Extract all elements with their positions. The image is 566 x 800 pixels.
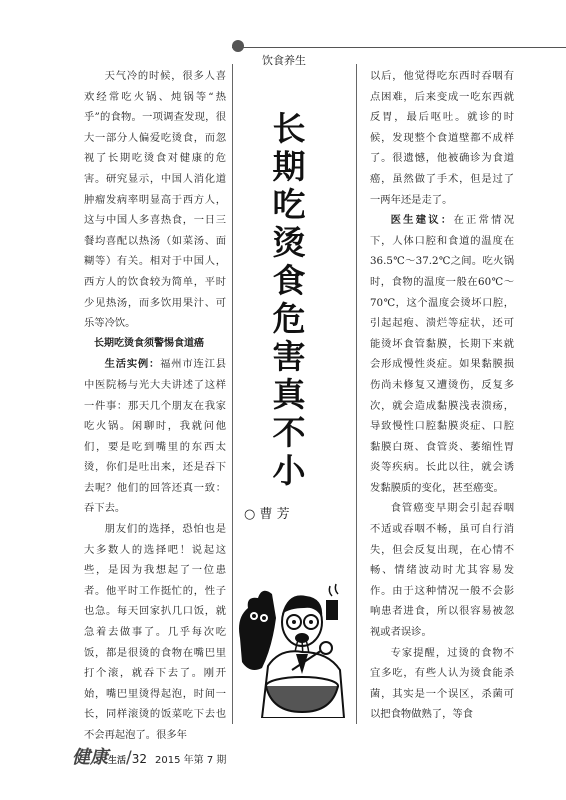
esophagus-paragraph: 食管癌变早期会引起吞咽不适或吞咽不畅，虽可自行消失，但会反复出现，在心情不畅、情绪波动时尤其容易发作。由于这种情况一般不会影响患者进食，所以很容易被忽视或者误诊。 [370, 502, 514, 639]
case-text: 福州市连江县中医院杨与光大夫讲述了这样一件事：那天几个朋友在我家吃火锅。闲聊时，我就问他们，要是吃到嘴里的东西太烫，你们是吐出来，还是吞下去呢？他们的回答还真一致：吞下去。 [84, 358, 227, 515]
left-column [84, 66, 226, 746]
footer-slash: / [126, 748, 132, 768]
case-paragraph [84, 354, 226, 519]
title-char: 小 [272, 451, 306, 490]
header-rule [232, 47, 566, 48]
section-label: 饮食养生 [262, 54, 306, 67]
title-char: 真 [272, 375, 306, 414]
expert-paragraph: 专家提醒，过烫的食物不宜多吃，有些人认为烫食能杀菌，其实是一个误区，杀菌可以把食物做熟了，等食 [370, 646, 514, 721]
title-char: 食 [272, 261, 306, 300]
author-byline: ○ 曹 芳 [244, 507, 290, 522]
title-char: 烫 [272, 223, 306, 262]
issue-label: 2015 年第 7 期 [155, 755, 227, 766]
column-divider-right [356, 64, 357, 724]
title-char: 吃 [272, 185, 306, 224]
magazine-logo-small: 生活 [108, 756, 127, 766]
advice-text: 在正常情况下，人体口腔和食道的温度在36.5℃～37.2℃之间。吃火锅时，食物的温度一般在60℃～70℃，这个温度会烫坏口腔，引起起疱、溃烂等症状，还可能烫坏食管黏膜，长期下来就会形成慢性炎症。如果黏膜损伤尚未修复又遭烫伤，反复多次，就会造成黏膜浅表溃疡，导致慢性口腔黏膜炎症、口腔黏膜白斑、食管炎、萎缩性胃炎等疾病。长此以往，就会诱发黏膜质的变化，甚至癌变。 [370, 214, 515, 494]
magazine-logo: 健康 [72, 747, 108, 768]
header-dot [232, 40, 244, 52]
intro-paragraph: 天气冷的时候，很多人喜欢经常吃火锅、炖锅等“热乎”的食物。一项调查发现，很大一部分人偏爱吃烫食，而忽视了长期吃烫食对健康的危害。研究显示，中国人消化道肿瘤发病率明显高于西方人，这与中国人多喜热食，一日三餐均喜配以热汤（如菜汤、面糊等）有关。相对于中国人，西方人的饮食较为简单，平时少见热汤，而多饮用果汁、可乐等冷饮。 [84, 70, 226, 330]
article-title [268, 110, 310, 490]
case-label: 生活实例： [104, 358, 161, 371]
subheading: 长期吃烫食须警惕食道癌 [94, 337, 204, 349]
page-number: 32 [131, 752, 148, 766]
title-char: 危 [272, 299, 306, 338]
title-char: 不 [272, 413, 306, 452]
title-char: 期 [272, 147, 306, 186]
patient-paragraph: 朋友们的选择，恐怕也是大多数人的选择吧！说起这些，是因为我想起了一位患者。他平时工作挺忙的，性子也急。每天回家扒几口饭，就急着去做事了。几乎每次吃饭，都是很烫的食物在嘴巴里打个滚，就吞下去了。刚开始，嘴巴里烫得起泡，时间一长，同样滚烫的饭菜吃下去也不会再起泡了。很多年 [84, 523, 226, 741]
advice-label: 医生建议： [390, 214, 454, 227]
man-eating-hot-food-illustration [232, 578, 356, 718]
title-char: 长 [272, 109, 306, 148]
patient-paragraph-cont: 以后，他觉得吃东西时吞咽有点困难，后来变成一吃东西就反胃，最后呕吐。就诊的时候，发现整个食道壁都不成样了。很遗憾，他被确诊为食道癌，虽然做了手术，但是过了一两年还是走了。 [370, 70, 514, 206]
title-char: 害 [272, 337, 306, 376]
advice-paragraph [370, 210, 514, 498]
page-footer [72, 743, 226, 769]
right-column [370, 66, 514, 725]
